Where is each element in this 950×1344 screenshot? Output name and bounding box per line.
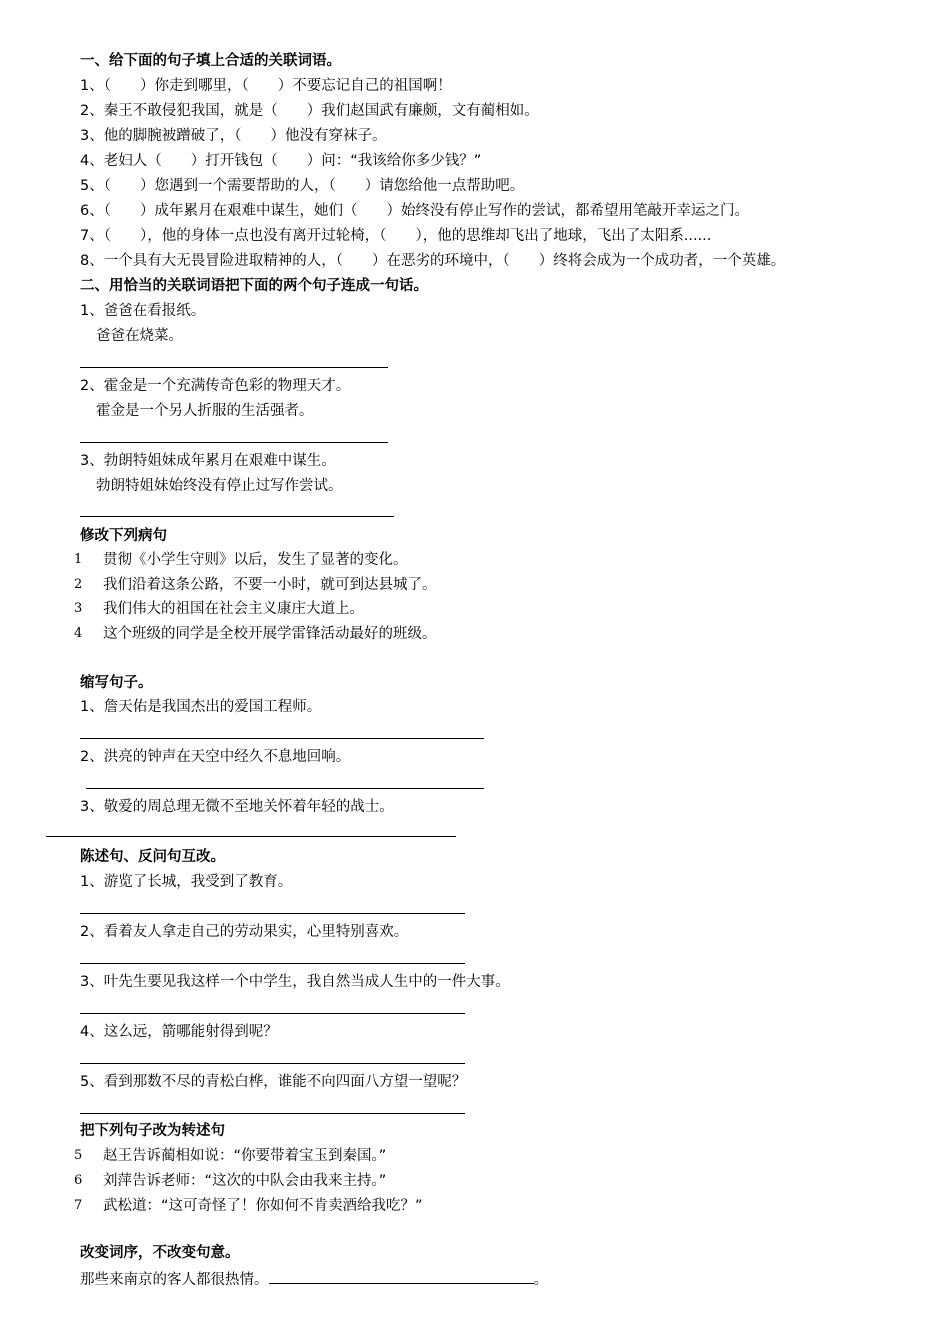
section-title: 改变词序，不改变句意。 [80, 1245, 240, 1261]
section-title: 缩写句子。 [80, 675, 153, 691]
question-item: 3、他的脚腕被蹭破了，（ ）他没有穿袜子。 [80, 128, 387, 144]
item-number: 6 [74, 1173, 83, 1188]
question-subline: 霍金是一个另人折服的生活强者。 [96, 403, 314, 419]
question-item: 赵王告诉蔺相如说：“你要带着宝玉到秦国。” [103, 1148, 387, 1164]
question-item: 2、看着友人拿走自己的劳动果实，心里特别喜欢。 [80, 924, 409, 940]
section-title: 把下列句子改为转述句 [80, 1123, 225, 1139]
answer-line[interactable] [80, 1113, 465, 1114]
item-number: 4 [74, 626, 83, 641]
question-item: 刘萍告诉老师：“这次的中队会由我来主持。” [103, 1173, 387, 1189]
answer-line[interactable] [80, 963, 465, 964]
question-item: 1、游览了长城，我受到了教育。 [80, 874, 293, 890]
answer-line[interactable] [80, 913, 465, 914]
question-item: 2、洪亮的钟声在天空中经久不息地回响。 [80, 749, 351, 765]
item-number: 1 [74, 552, 83, 567]
question-item: 3、勃朗特姐妹成年累月在艰难中谋生。 [80, 453, 336, 469]
question-item: 7、（ ），他的身体一点也没有离开过轮椅，（ ），他的思维却飞出了地球，飞出了太阳系...... [80, 228, 712, 244]
question-item: 3、叶先生要见我这样一个中学生，我自然当成人生中的一件大事。 [80, 974, 510, 990]
question-item: 5、（ ）您遇到一个需要帮助的人，（ ）请您给他一点帮助吧。 [80, 178, 525, 194]
question-item: 贯彻《小学生守则》以后，发生了显著的变化。 [103, 552, 408, 568]
item-number: 3 [74, 601, 83, 616]
sentence-end: 。 [533, 1272, 548, 1288]
question-item: 5、看到那数不尽的青松白桦，谁能不向四面八方望一望呢？ [80, 1074, 467, 1090]
question-item: 我们伟大的祖国在社会主义康庄大道上。 [103, 601, 364, 617]
question-subline: 勃朗特姐妹始终没有停止过写作尝试。 [96, 478, 343, 494]
question-item: 4、这么远，箭哪能射得到呢？ [80, 1024, 278, 1040]
question-item: 这个班级的同学是全校开展学雷锋活动最好的班级。 [103, 626, 437, 642]
question-subline: 爸爸在烧菜。 [96, 328, 183, 344]
answer-line[interactable] [80, 367, 388, 368]
question-item [80, 1269, 548, 1289]
answer-line[interactable] [80, 442, 388, 443]
question-item: 武松道：“这可奇怪了！你如何不肯卖酒给我吃？” [103, 1198, 423, 1214]
section-title: 一、给下面的句子填上合适的关联词语。 [80, 53, 341, 69]
section-title: 陈述句、反问句互改。 [80, 849, 225, 865]
answer-line[interactable] [46, 836, 456, 837]
answer-line[interactable] [80, 738, 484, 739]
item-number: 5 [74, 1148, 83, 1163]
question-item: 2、霍金是一个充满传奇色彩的物理天才。 [80, 378, 351, 394]
question-item: 我们沿着这条公路，不要一小时，就可到达县城了。 [103, 577, 437, 593]
question-item: 8、一个具有大无畏冒险进取精神的人，（ ）在恶劣的环境中，（ ）终将会成为一个成功者，一个英雄。 [80, 253, 786, 269]
sentence-text: 那些来南京的客人都很热情。 [80, 1272, 269, 1288]
answer-line[interactable] [80, 1013, 465, 1014]
question-item: 1、（ ）你走到哪里，（ ）不要忘记自己的祖国啊！ [80, 78, 452, 94]
question-item: 4、老妇人（ ）打开钱包（ ）问：“我该给你多少钱？” [80, 153, 482, 169]
question-item: 6、（ ）成年累月在艰难中谋生，她们（ ）始终没有停止写作的尝试，都希望用笔敲开幸运之门。 [80, 203, 749, 219]
answer-line[interactable] [86, 788, 484, 789]
section-title: 修改下列病句 [80, 528, 167, 544]
question-item: 3、敬爱的周总理无微不至地关怀着年轻的战士。 [80, 799, 394, 815]
question-item: 2、秦王不敢侵犯我国，就是（ ）我们赵国武有廉颇，文有蔺相如。 [80, 103, 539, 119]
item-number: 7 [74, 1198, 83, 1213]
question-item: 1、爸爸在看报纸。 [80, 303, 206, 319]
question-item: 1、詹天佑是我国杰出的爱国工程师。 [80, 699, 322, 715]
answer-line[interactable] [80, 1063, 465, 1064]
answer-line[interactable] [80, 516, 394, 517]
item-number: 2 [74, 577, 83, 592]
answer-blank[interactable] [269, 1269, 534, 1284]
section-title: 二、用恰当的关联词语把下面的两个句子连成一句话。 [80, 278, 428, 294]
